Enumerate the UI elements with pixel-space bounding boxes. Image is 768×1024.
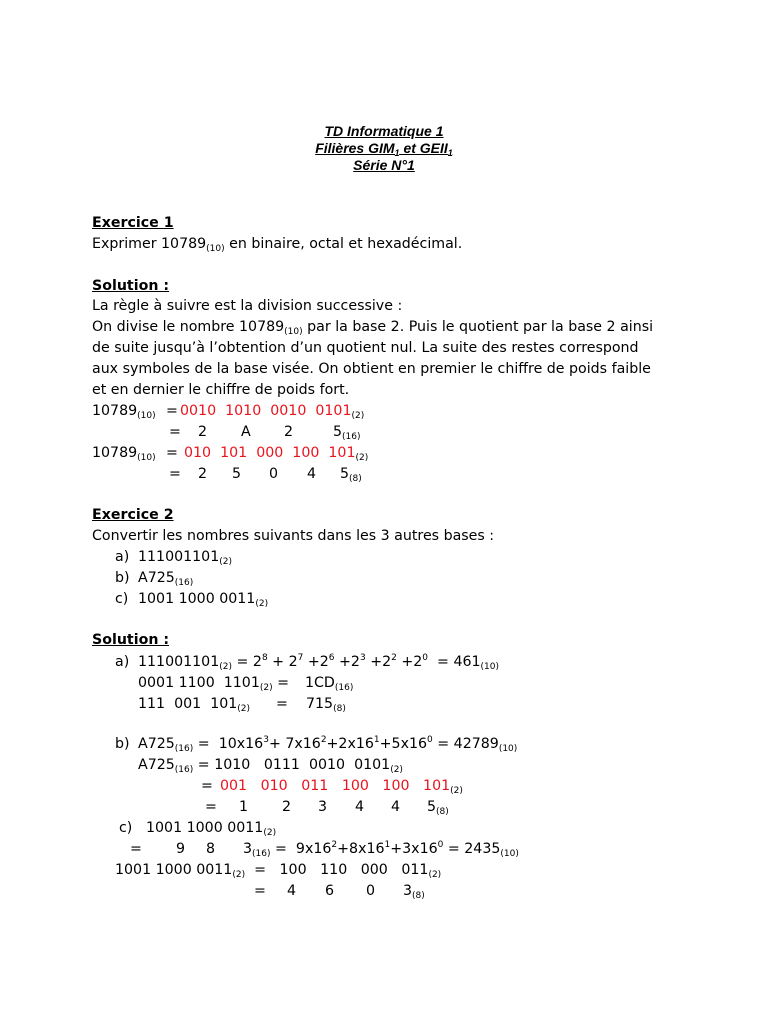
solution-1-line-1: La règle à suivre est la division successive : (92, 298, 403, 314)
s1-row1-binary: 0010 1010 0010 $0101_{(2)}$ (180, 403, 365, 421)
list-item: $111001101_{(2)}$ (138, 549, 232, 567)
s2-c4-digit-last: $3_{(8)}$ (403, 883, 425, 901)
exercise-1-question: Exprimer $10789_{(10)}$ en binaire, octal et hexadécimal. (92, 236, 463, 254)
s2-b4-digit: 4 (355, 799, 365, 815)
list-marker: c) (119, 820, 133, 836)
exercise-1-heading: Exercice 1 (92, 215, 174, 231)
s2-c4-digit: 6 (325, 883, 335, 899)
s1-row2-digit: 2 (198, 424, 208, 440)
s2-b4-digit: 2 (282, 799, 292, 815)
solution-1-heading: Solution : (92, 278, 170, 294)
s2-a2-result: $1CD_{(16)}$ (305, 675, 354, 693)
list-marker: c) (115, 591, 129, 607)
s1-row4-digit: 2 (198, 466, 208, 482)
solution-1-line-3: de suite jusqu’à l’obtention d’un quotient nul. La suite des restes correspond (92, 340, 639, 356)
s1-row1-number: $10789_{(10)}$ (92, 403, 156, 421)
solution-1-line-2: On divise le nombre $10789_{(10)}$ par la base 2. Puis le quotient par la base 2 ainsi (92, 319, 654, 337)
s1-row4-digit: 4 (307, 466, 317, 482)
list-marker: b) (115, 736, 130, 752)
exercise-2-question: Convertir les nombres suivants dans les 3 autres bases : (92, 528, 495, 544)
s2-a3-result: $715_{(8)}$ (306, 696, 346, 714)
s1-row2-digit-last: $5_{(16)}$ (333, 424, 361, 442)
s2-c4-digit: 0 (366, 883, 376, 899)
s2-a3-equals: = (276, 696, 288, 712)
s2-b3-binary: 001 010 011 100 100 $101_{(2)}$ (220, 778, 463, 796)
s2-c2-digit: 9 (176, 841, 186, 857)
s2-a3-number: 111 001 $101_{(2)}$ (138, 696, 251, 714)
s1-row3-number: $10789_{(10)}$ (92, 445, 156, 463)
solution-1-line-5: et en dernier le chiffre de poids fort. (92, 382, 350, 398)
s2-b1: $A725_{(16)} = 10x16^3+ 7x16^2+2x16^1+5x16^0 = 42789_{(10)}$ (138, 735, 518, 754)
solution-2-heading: Solution : (92, 632, 170, 648)
list-marker: a) (115, 549, 130, 565)
s1-row3-equals: = (166, 445, 178, 461)
s1-row4-digit: 0 (269, 466, 279, 482)
solution-1-line-4: aux symboles de la base visée. On obtient en premier le chiffre de poids faible (92, 361, 651, 377)
s2-c4-equals: = (254, 883, 266, 899)
list-marker: b) (115, 570, 130, 586)
list-item: 1001 1000 $0011_{(2)}$ (138, 591, 269, 609)
s2-b4-digit: 1 (239, 799, 249, 815)
s1-row3-binary: 010 101 000 100 $101_{(2)}$ (184, 445, 369, 463)
s2-b4-equals: = (205, 799, 217, 815)
s2-b2: $A725_{(16)} = 1010$ 0111 0010 $0101_{(2)}$ (138, 757, 403, 775)
s2-c2-digit: 8 (206, 841, 216, 857)
s1-row4-equals: = (169, 466, 181, 482)
s2-c1: 1001 1000 $0011_{(2)}$ (146, 820, 277, 838)
s2-c2-equals: = (130, 841, 142, 857)
doc-filieres: Filières $GIM_1$ et $GEII_1$ (315, 140, 453, 158)
exercise-2-heading: Exercice 2 (92, 507, 174, 523)
doc-title: TD Informatique 1 (324, 123, 444, 139)
s2-a2-number: 0001 1100 $1101_{(2)}$ = (138, 675, 290, 693)
list-marker: a) (115, 654, 130, 670)
list-item: $A725_{(16)}$ (138, 570, 194, 588)
s1-row2-digit: 2 (284, 424, 294, 440)
s2-c2-rest: $3_{(16)} = 9x16^2+8x16^1+3x16^0 = 2435_{(10)}$ (243, 840, 519, 859)
s1-row4-digit-last: $5_{(8)}$ (340, 466, 362, 484)
s1-row4-digit: 5 (232, 466, 242, 482)
s2-a1: $111001101_{(2)} = 2^8 + 2^7 +2^6 +2^3 +2^2 +2^0 = 461_{(10)}$ (138, 653, 500, 672)
s1-row2-equals: = (169, 424, 181, 440)
s2-b4-digit: 3 (318, 799, 328, 815)
s1-row2-digit: A (241, 424, 251, 440)
s2-c3: 1001 1000 $0011_{(2)} = 100$ 110 000 $011_{(2)}$ (115, 862, 442, 880)
s2-b4-digit: 4 (391, 799, 401, 815)
doc-serie: Série N°1 (353, 157, 415, 173)
s1-row1-equals: = (166, 403, 178, 419)
s2-c4-digit: 4 (287, 883, 297, 899)
s2-b3-equals: = (201, 778, 213, 794)
s2-b4-digit-last: $5_{(8)}$ (427, 799, 449, 817)
